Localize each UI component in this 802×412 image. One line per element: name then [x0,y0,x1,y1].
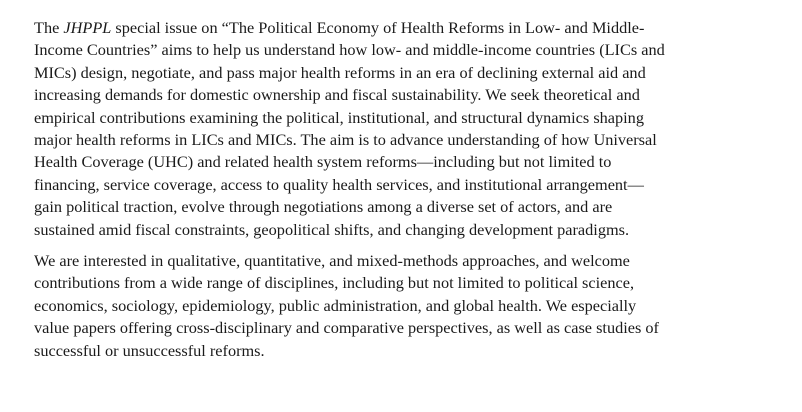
paragraph-1-line: financing, service coverage, access to quality health services, and institutional arrangement— [34,174,644,194]
paragraph-1-line: sustained amid fiscal constraints, geopolitical shifts, and changing development paradigms. [34,219,630,239]
paragraph-2-line: contributions from a wide range of disciplines, including but not limited to political science, [34,273,635,293]
document-body [34,17,769,362]
paragraph-1-line: empirical contributions examining the political, institutional, and structural dynamics shaping [34,107,644,127]
paragraph-2 [34,250,769,362]
paragraph-2-line: value papers offering cross-disciplinary and comparative perspectives, as well as case studies of [34,318,659,338]
paragraph-1-line-1 [34,17,769,39]
paragraph-1-line: Income Countries” aims to help us understand how low- and middle-income countries (LICs and [34,40,665,60]
line-1-prefix: The [34,18,64,37]
line-1-suffix: special issue on “The Political Economy of Health Reforms in Low- and Middle- [111,18,645,37]
paragraph-1-line: MICs) design, negotiate, and pass major health reforms in an era of declining external aid and [34,62,646,82]
paragraph-1-line: Health Coverage (UHC) and related health system reforms—including but not limited to [34,152,612,172]
paragraph-1-line: major health reforms in LICs and MICs. The aim is to advance understanding of how Universal [34,130,657,150]
paragraph-1-line: gain political traction, evolve through negotiations among a diverse set of actors, and are [34,197,613,217]
paragraph-2-line: economics, sociology, epidemiology, public administration, and global health. We especially [34,295,637,315]
paragraph-1 [34,17,769,241]
paragraph-2-line: successful or unsuccessful reforms. [34,340,265,360]
paragraph-2-line: We are interested in qualitative, quantitative, and mixed-methods approaches, and welcome [34,251,630,271]
journal-name: JHPPL [63,18,112,37]
paragraph-1-line: increasing demands for domestic ownership and fiscal sustainability. We seek theoretical and [34,85,640,105]
